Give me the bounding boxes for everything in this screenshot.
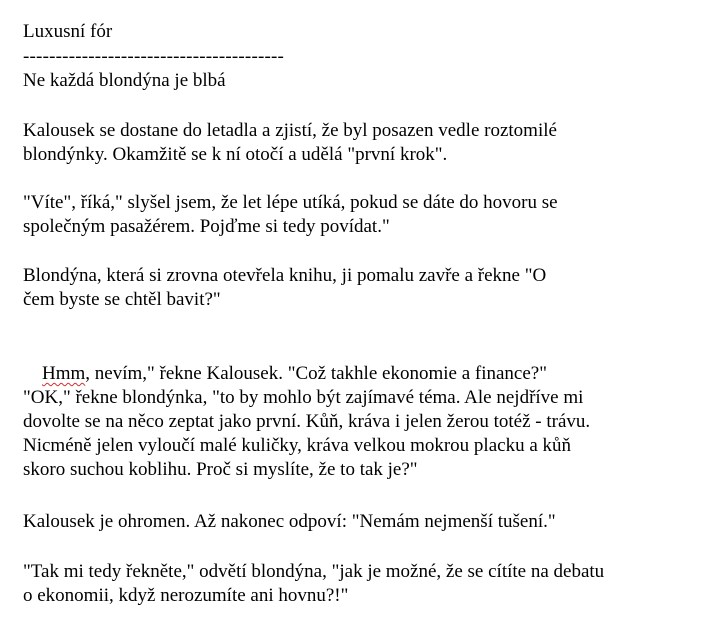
paragraph-1-line-2: blondýnky. Okamžitě se k ní otočí a udělá "první krok".: [23, 144, 448, 165]
paragraph-6-line-1: Kalousek je ohromen. Až nakonec odpoví: "Nemám nejmenší tušení.": [23, 511, 556, 532]
paragraph-5-line-2: dovolte se na něco zeptat jako první. Kůň, kráva i jelen žerou totéž - trávu.: [23, 411, 591, 432]
paragraph-4-rest: , nevím," řekne Kalousek. "Což takhle ekonomie a finance?": [85, 363, 547, 384]
paragraph-5-line-3: Nicméně jelen vyloučí malé kuličky, kráva velkou mokrou placku a kůň: [23, 435, 572, 456]
paragraph-1-line-1: Kalousek se dostane do letadla a zjistí, že byl posazen vedle roztomilé: [23, 120, 557, 141]
paragraph-3-line-1: Blondýna, která si zrovna otevřela knihu, ji pomalu zavře a řekne "O: [23, 265, 547, 286]
paragraph-2-line-1: "Víte", říká," slyšel jsem, že let lépe utíká, pokud se dáte do hovoru se: [23, 192, 558, 213]
separator-line: ----------------------------------------: [23, 46, 285, 67]
paragraph-2-line-2: společným pasažérem. Pojďme si tedy povídat.": [23, 216, 390, 237]
paragraph-7-line-1: "Tak mi tedy řekněte," odvětí blondýna, "jak je možné, že se cítíte na debatu: [23, 561, 605, 582]
paragraph-4-line-1: [23, 338, 547, 384]
paragraph-5-line-1: "OK," řekne blondýnka, "to by mohlo být zajímavé téma. Ale nejdříve mi: [23, 387, 584, 408]
document-title: Luxusní fór: [23, 21, 113, 42]
paragraph-5-line-4: skoro suchou koblihu. Proč si myslíte, že to tak je?": [23, 459, 418, 480]
paragraph-7-line-2: o ekonomii, když nerozumíte ani hovnu?!": [23, 585, 349, 606]
document-subtitle: Ne každá blondýna je blbá: [23, 70, 226, 91]
paragraph-3-line-2: čem byste se chtěl bavit?": [23, 289, 221, 310]
misspelled-word[interactable]: Hmm: [42, 363, 86, 384]
